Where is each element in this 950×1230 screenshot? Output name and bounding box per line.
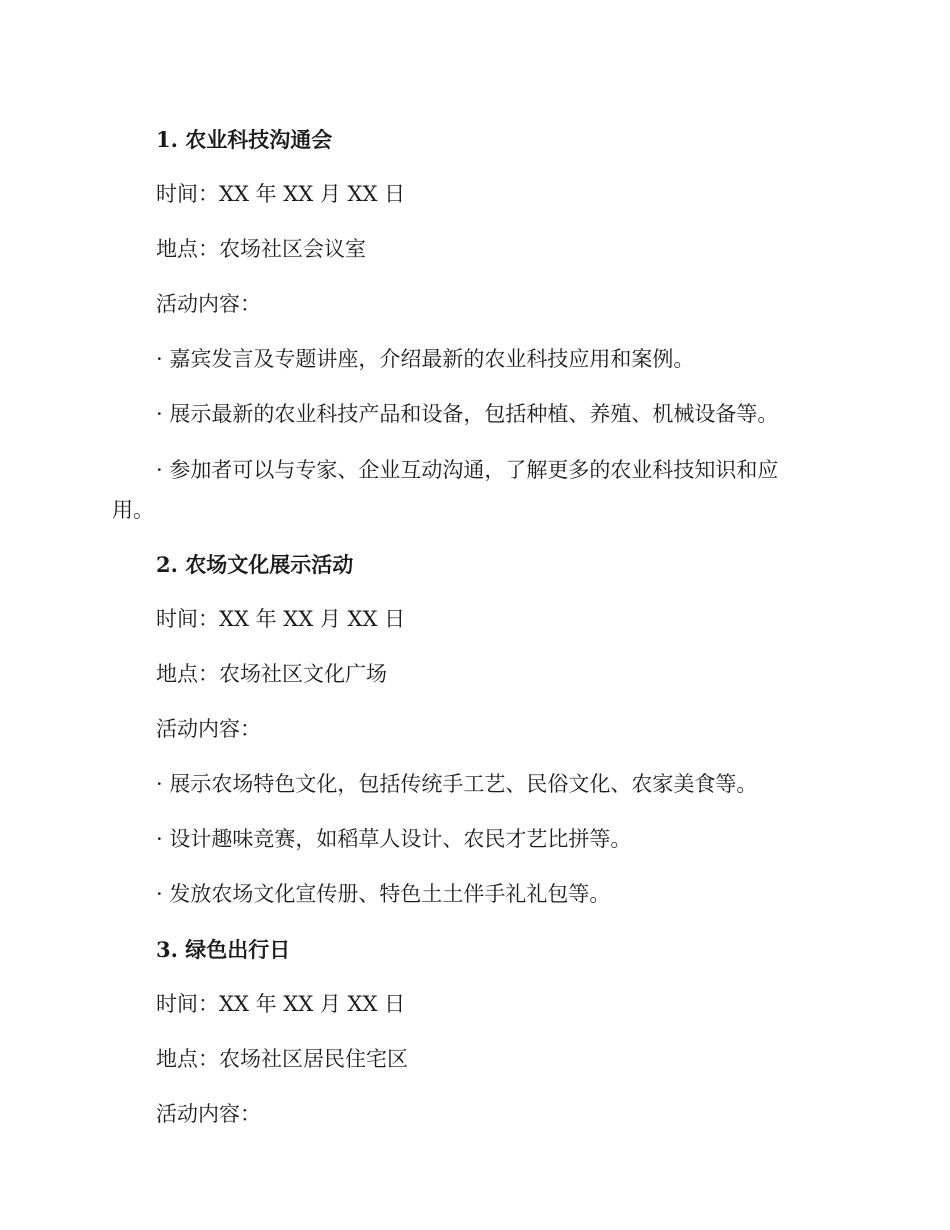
section-1-place: 地点：农场社区会议室 <box>156 237 366 261</box>
section-2-place: 地点：农场社区文化广场 <box>156 662 387 686</box>
section-2-item-1: · 展示农场特色文化，包括传统手工艺、民俗文化、农家美食等。 <box>156 772 758 796</box>
section-3-place: 地点：农场社区居民住宅区 <box>156 1047 408 1071</box>
section-2-item-3: · 发放农场文化宣传册、特色土土伴手礼礼包等。 <box>156 882 611 906</box>
section-2-time: 时间：XX 年 XX 月 XX 日 <box>156 607 406 631</box>
section-1-item-2: · 展示最新的农业科技产品和设备，包括种植、养殖、机械设备等。 <box>156 402 779 426</box>
section-3-time: 时间：XX 年 XX 月 XX 日 <box>156 992 406 1016</box>
section-1-item-1: · 嘉宾发言及专题讲座，介绍最新的农业科技应用和案例。 <box>156 347 695 371</box>
section-1-time: 时间：XX 年 XX 月 XX 日 <box>156 182 406 206</box>
section-1-heading: 1. 农业科技沟通会 <box>156 127 333 152</box>
section-2-content-label: 活动内容： <box>156 717 261 741</box>
section-3-content-label: 活动内容： <box>156 1102 261 1126</box>
section-2-item-2: · 设计趣味竞赛，如稻草人设计、农民才艺比拼等。 <box>156 827 632 851</box>
section-1-content-label: 活动内容： <box>156 292 261 316</box>
section-2-heading: 2. 农场文化展示活动 <box>156 552 354 577</box>
section-1-item-3: · 参加者可以与专家、企业互动沟通，了解更多的农业科技知识和应用。 <box>112 458 779 522</box>
section-3-heading: 3. 绿色出行日 <box>156 937 291 962</box>
